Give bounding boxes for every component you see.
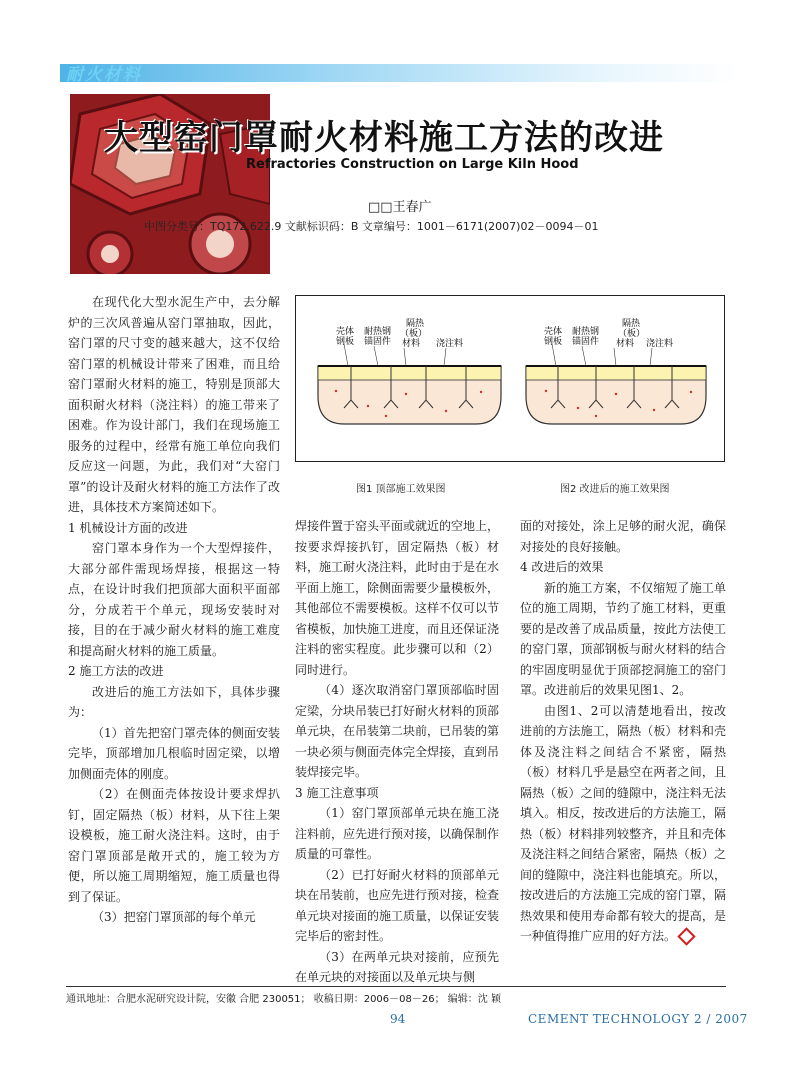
figure-1-drawing	[318, 317, 501, 424]
column-2	[295, 516, 499, 988]
paragraph: （3）在两单元块对接前，应预先在单元块的对接面以及单元块与侧	[295, 949, 499, 984]
section-tag: 耐火材料	[66, 65, 142, 85]
fig2-label-insulation: 隔热	[622, 319, 641, 329]
fig2-label-steel: 耐热钢	[572, 327, 600, 337]
section-heading: 1 机械设计方面的改进	[68, 520, 188, 535]
paragraph: 窑门罩本身作为一个大型焊接件，大部分部件需现场焊接，根据这一特点，在设计时我们把顶部大面积平面部分，分成若干个单元，现场安装时对接，目的在于减少耐火材料的施工难度和提高耐火材料的施工质量。	[68, 541, 280, 658]
fig2-label-board: （板）	[618, 329, 646, 339]
fig2-label-castable: 浇注料	[646, 339, 674, 349]
footer-rule	[66, 986, 726, 987]
figure-box	[295, 295, 725, 462]
section-heading: 3 施工注意事项	[295, 785, 379, 800]
paragraph: （1）首先把窑门罩壳体的侧面安装完毕，顶部增加几根临时固定梁，以增加侧面壳体的刚度。	[68, 725, 280, 781]
column-3	[520, 516, 726, 947]
fig2-label-shell: 壳体	[544, 327, 563, 337]
journal-name: CEMENT TECHNOLOGY 2 / 2007	[528, 1012, 748, 1026]
paragraph: （2）已打好耐火材料的顶部单元块在吊装前，也应先进行预对接，检查单元块对接面的施工质量，以保证安装完毕后的密封性。	[295, 867, 500, 943]
fig1-label-board: （板）	[400, 329, 428, 339]
fig2-label-anchor: 锚固件	[572, 337, 600, 347]
paragraph: （1）窑门罩顶部单元块在施工浇注料前，应先进行预对接，以确保制作质量的可靠性。	[295, 806, 500, 861]
column-1	[68, 292, 280, 928]
article-subtitle: Refractories Construction on Large Kiln Hood	[246, 157, 579, 172]
closing-paragraph-text: 由图1、2可以清楚地看出，按改进前的方法施工，隔热（板）材料和壳体及浇注料之间结合不紧密，隔热（板）材料几乎是悬空在两者之间，且隔热（板）之间的缝隙中，浇注料无法填入。相反，按改进后的方法施工，隔热（板）材料排列较整齐，并且和壳体及浇注料之间结合紧密，隔热（板）之间的缝隙中，浇注料也能填充。所以，按改进后的方法施工完成的窑门罩，隔热效果和使用寿命都有较大的提高，是一种值得推广应用的好方法。	[520, 703, 726, 943]
header-band	[60, 64, 740, 82]
paragraph: （2）在侧面壳体按设计要求焊扒钉，固定隔热（板）材料，从下往上架设模板，施工耐火浇注料。这时，由于窑门罩顶部是敞开式的，施工较为方便，所以施工周期缩短，施工质量也得到了保证。	[68, 787, 280, 904]
paragraph: 在现代化大型水泥生产中，去分解炉的三次风普遍从窑门罩抽取，因此，窑门罩的尺寸变的越来越大，这不仅给窑门罩的机械设计带来了困难，而且给窑门罩耐火材料的施工，特别是顶部大面积耐火材料（浇注料）的施工带来了困难。作为设计部门，我们在现场施工服务的过程中，经常有施工单位向我们反应这一问题，为此，我们对“大窑门罩”的设计及耐火材料的施工方法作了改进，具体技术方案简述如下。	[68, 295, 280, 514]
classification-line: 中图分类号：TQ172.622.9 文献标识码：B 文章编号：1001－6171(2007)02－0094－01	[144, 220, 599, 233]
page-number: 94	[390, 1012, 406, 1026]
paragraph: （4）逐次取消窑门罩顶部临时固定梁，分块吊装已打好耐火材料的顶部单元块，在吊装第二块前，已吊装的第一块必须与侧面壳体完全焊接，直到吊装焊接完毕。	[295, 683, 500, 779]
fig1-label-castable: 浇注料	[436, 339, 464, 349]
paragraph: 改进后的施工方法如下，具体步骤为：	[68, 684, 280, 719]
figure-drawings	[296, 296, 724, 461]
paragraph	[520, 701, 726, 947]
figure-1-caption: 图1 顶部施工效果图	[356, 484, 446, 495]
fig1-label-material: 材料	[402, 339, 421, 349]
section-heading: 4 改进后的效果	[520, 560, 604, 574]
fig1-label-insulation: 隔热	[406, 319, 425, 329]
figure-2-caption: 图2 改进后的施工效果图	[560, 484, 670, 495]
paragraph: （3）把窑门罩顶部的每个单元	[92, 910, 256, 924]
section-heading: 2 施工方法的改进	[68, 664, 164, 678]
author: □□王春广	[368, 200, 432, 215]
paragraph: 焊接件置于窑头平面或就近的空地上，按要求焊接扒钉，固定隔热（板）材料，施工耐火浇注料，此时由于是在水平面上施工，除侧面需要少量模板外，其他部位不需要模板。这样不仅可以节省模板，加快施工进度，而且还保证浇注料的密实程度。此步骤可以和（2）同时进行。	[295, 519, 500, 677]
end-mark-icon	[677, 927, 695, 945]
paragraph: 面的对接处，涂上足够的耐火泥，确保对接处的良好接触。	[520, 519, 726, 554]
fig2-label-plate: 钢板	[544, 337, 563, 347]
fig1-label-plate: 钢板	[336, 337, 355, 347]
paragraph: 新的施工方案，不仅缩短了施工单位的施工周期，节约了施工材料，更重要的是改善了成品质量，按此方法使工的窑门罩，顶部钢板与耐火材料的结合的牢固度明显优于顶部挖洞施工的窑门罩。改进前后的效果见图1、2。	[520, 580, 726, 697]
fig1-label-steel: 耐热钢	[364, 327, 392, 337]
fig2-label-material: 材料	[616, 339, 635, 349]
figure-2-drawing	[526, 317, 706, 424]
fig1-label-anchor: 锚固件	[364, 337, 392, 347]
fig1-label-shell: 壳体	[336, 327, 355, 337]
footer-address: 通讯地址：合肥水泥研究设计院，安徽 合肥 230051； 收稿日期：2006－08－26； 编辑：沈 颖	[66, 994, 501, 1005]
article-title: 大型窑门罩耐火材料施工方法的改进	[104, 118, 664, 158]
